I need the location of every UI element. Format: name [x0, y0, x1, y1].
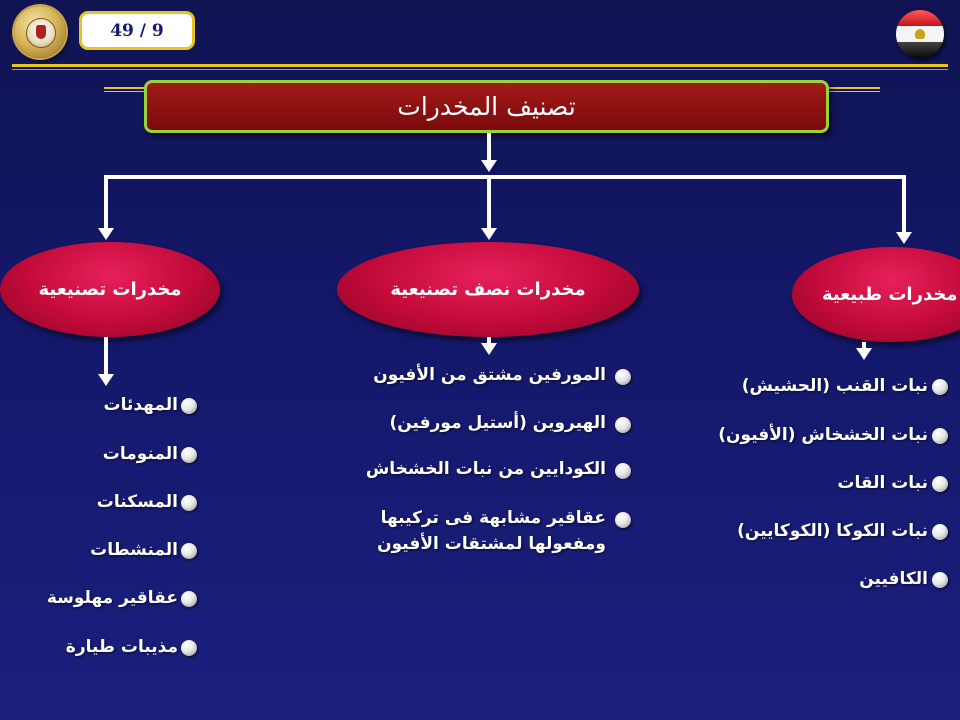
bullet-icon	[932, 572, 948, 588]
arrow-head-natural-list	[856, 348, 872, 360]
emblem-center-icon	[26, 18, 56, 48]
bullet-icon	[932, 476, 948, 492]
list-item: نبات الكوكا (الكوكايين)	[737, 521, 928, 541]
bullet-icon	[181, 591, 197, 607]
bullet-icon	[932, 524, 948, 540]
category-natural: مخدرات طبيعية	[792, 247, 960, 342]
bullet-icon	[181, 398, 197, 414]
list-item: مذيبات طيارة	[65, 637, 178, 657]
connector-title-down	[487, 133, 491, 163]
arrow-head-left	[98, 228, 114, 240]
list-item: المنشطات	[90, 540, 178, 560]
header-rule-top	[12, 64, 948, 67]
list-item: الكودايين من نبات الخشخاش	[365, 459, 606, 479]
list-item: نبات القات	[837, 473, 928, 493]
category-synthetic: مخدرات تصنيعية	[0, 242, 220, 337]
page-indicator: 49 / 9	[79, 11, 195, 50]
arrow-head-center	[481, 228, 497, 240]
connector-right-down	[902, 175, 906, 235]
arrow-head-right	[896, 232, 912, 244]
list-item: الكافيين	[859, 569, 928, 589]
bullet-icon	[181, 640, 197, 656]
bullet-icon	[181, 447, 197, 463]
eagle-icon	[915, 29, 925, 39]
list-item: المسكنات	[96, 492, 178, 512]
bullet-icon	[932, 428, 948, 444]
bullet-icon	[615, 369, 631, 385]
list-item: نبات الخشخاش (الأفيون)	[718, 425, 928, 445]
bullet-icon	[181, 543, 197, 559]
egypt-flag-icon	[896, 10, 944, 58]
connector-synthetic-list	[104, 337, 108, 377]
category-semi-synthetic: مخدرات نصف تصنيعية	[337, 242, 639, 337]
arrow-head-title	[481, 160, 497, 172]
list-item: نبات القنب (الحشيش)	[741, 376, 928, 396]
page-title: تصنيف المخدرات	[144, 80, 829, 133]
header-rule-bottom	[12, 69, 948, 70]
bullet-icon	[615, 463, 631, 479]
bullet-icon	[932, 379, 948, 395]
bullet-icon	[615, 512, 631, 528]
list-item: الهيروين (أستيل مورفين)	[389, 413, 606, 433]
list-item: عقاقير مشابهة فى تركيبها ومفعولها لمشتقات الأفيون	[377, 508, 606, 554]
connector-center-down	[487, 175, 491, 231]
bullet-icon	[615, 417, 631, 433]
list-item: عقاقير مهلوسة	[46, 588, 178, 608]
connector-left-down	[104, 175, 108, 231]
list-item: المهدئات	[103, 395, 178, 415]
list-item: المورفين مشتق من الأفيون	[373, 365, 606, 385]
arrow-head-semi-list	[481, 343, 497, 355]
connector-horizontal	[104, 175, 906, 179]
emblem-icon	[14, 6, 66, 58]
list-item: المنومات	[102, 444, 178, 464]
arrow-head-synthetic-list	[98, 374, 114, 386]
bullet-icon	[181, 495, 197, 511]
